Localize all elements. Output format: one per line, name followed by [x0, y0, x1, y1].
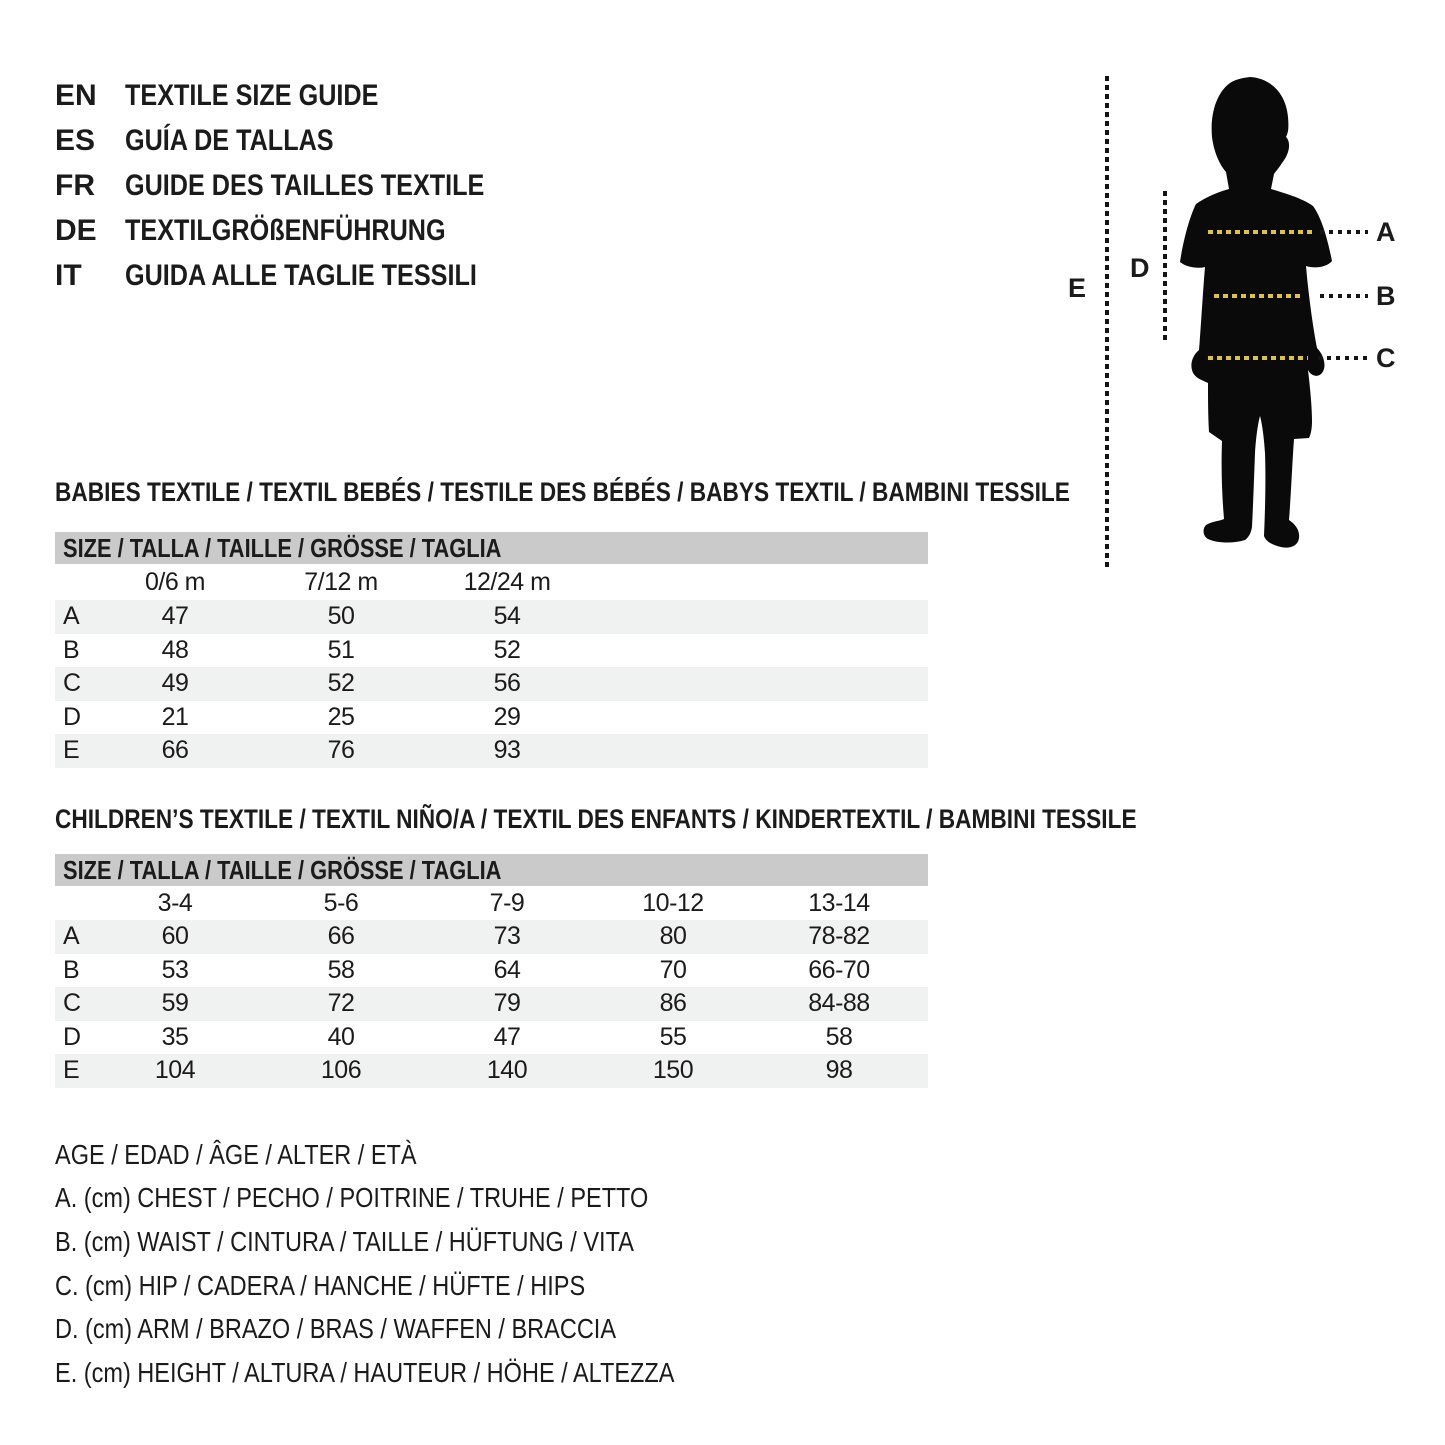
lang-title-es: GUÍA DE TALLAS — [125, 123, 334, 157]
legend-arm-d: D. (cm) ARM / BRAZO / BRAS / WAFFEN / BRACCIA — [55, 1313, 617, 1345]
measure-label-d: D — [1130, 253, 1150, 283]
babies-row-e: E 66 76 93 — [55, 734, 928, 768]
babies-size-table — [55, 532, 928, 768]
lang-code-en: EN — [55, 78, 97, 112]
chest-dash-yellow-a — [1208, 230, 1312, 234]
lang-title-de: TEXTILGRÖßENFÜHRUNG — [125, 213, 446, 247]
babies-col-1: 7/12 m — [304, 567, 378, 596]
lang-title-fr: GUIDE DES TAILLES TEXTILE — [125, 168, 485, 202]
babies-row-d: D 21 25 29 — [63, 702, 521, 731]
children-row-d: D 35 40 47 55 58 — [63, 1022, 853, 1051]
legend-height-e: E. (cm) HEIGHT / ALTURA / HAUTEUR / HÖHE / ALTEZZA — [55, 1356, 675, 1388]
babies-row-b: B 48 51 52 — [63, 635, 521, 664]
legend-age: AGE / EDAD / ÂGE / ALTER / ETÀ — [55, 1138, 417, 1170]
children-column-header-row — [55, 886, 928, 920]
hip-dash-yellow-c — [1208, 356, 1308, 360]
measure-label-a: A — [1376, 217, 1396, 247]
children-row-e: E 104 106 140 150 98 — [55, 1054, 928, 1088]
babies-col-0: 0/6 m — [144, 567, 206, 596]
legend-chest-a: A. (cm) CHEST / PECHO / POITRINE / TRUHE / PETTO — [55, 1182, 649, 1214]
children-row-a: A 60 66 73 80 78-82 — [55, 920, 928, 954]
hip-dash-connector-c — [1318, 356, 1368, 360]
chest-dash-connector-a — [1320, 230, 1368, 234]
children-table-header-bar: SIZE / TALLA / TAILLE / GRÖSSE / TAGLIA — [55, 854, 928, 886]
waist-dash-connector-b — [1320, 294, 1368, 298]
babies-table-header-bar: SIZE / TALLA / TAILLE / GRÖSSE / TAGLIA — [55, 532, 928, 564]
babies-col-2: 12/24 m — [463, 567, 551, 596]
babies-column-header-row — [55, 564, 928, 600]
children-col-0: 3-4 — [157, 888, 193, 917]
children-row-c: C 59 72 79 86 84-88 — [55, 987, 928, 1021]
lang-code-fr: FR — [55, 168, 95, 202]
children-row-b: B 53 58 64 70 66-70 — [63, 955, 870, 984]
children-col-2: 7-9 — [489, 888, 525, 917]
lang-code-it: IT — [55, 258, 82, 292]
size-diagram — [0, 0, 1445, 600]
babies-row-c: C 49 52 56 — [55, 667, 928, 701]
children-size-table — [55, 854, 928, 1088]
children-col-4: 13-14 — [808, 888, 870, 917]
legend-waist-b: B. (cm) WAIST / CINTURA / TAILLE / HÜFTUNG / VITA — [55, 1225, 634, 1257]
arm-measure-line-d — [1163, 191, 1167, 343]
waist-dash-yellow-b — [1214, 294, 1302, 298]
children-col-1: 5-6 — [323, 888, 359, 917]
lang-title-it: GUIDA ALLE TAGLIE TESSILI — [125, 258, 477, 292]
measure-label-c: C — [1376, 343, 1396, 373]
measure-label-e: E — [1068, 273, 1087, 303]
legend-hip-c: C. (cm) HIP / CADERA / HANCHE / HÜFTE / HIPS — [55, 1269, 586, 1301]
babies-row-a: A 47 50 54 — [55, 600, 928, 634]
measure-label-b: B — [1376, 281, 1396, 311]
children-section-title: CHILDREN’S TEXTILE / TEXTIL NIÑO/A / TEXTIL DES ENFANTS / KINDERTEXTIL / BAMBINI TESSILE — [55, 804, 1137, 834]
babies-section-title: BABIES TEXTILE / TEXTIL BEBÉS / TESTILE DES BÉBÉS / BABYS TEXTIL / BAMBINI TESSILE — [55, 477, 1070, 507]
lang-title-en: TEXTILE SIZE GUIDE — [125, 78, 379, 112]
lang-code-de: DE — [55, 213, 97, 247]
lang-code-es: ES — [55, 123, 96, 157]
children-col-3: 10-12 — [642, 888, 704, 917]
measurement-legend — [55, 1133, 792, 1395]
